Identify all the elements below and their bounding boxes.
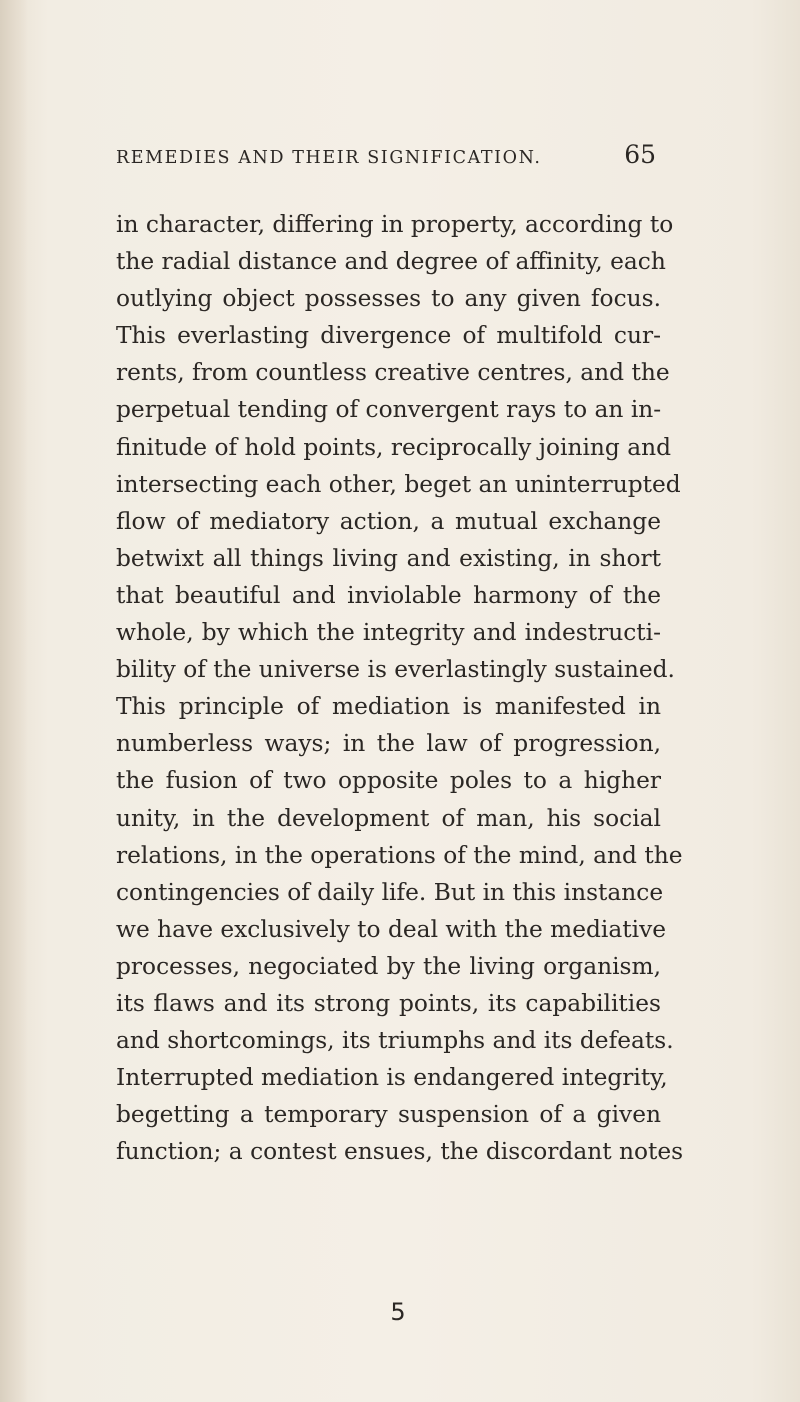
running-head — [116, 140, 656, 176]
text-line: This everlasting divergence of multifold cur- — [116, 322, 661, 350]
text-line: and shortcomings, its triumphs and its defeats. — [116, 1027, 674, 1055]
page-binding-shadow — [0, 0, 28, 1402]
text-line: the radial distance and degree of affinity, each — [116, 248, 666, 276]
text-line: intersecting each other, beget an uninterrupted — [116, 470, 681, 498]
text-line: its flaws and its strong points, its capabilities — [116, 989, 661, 1017]
body-text — [116, 206, 684, 1170]
text-line: outlying object possesses to any given focus. — [116, 285, 661, 313]
text-line: function; a contest ensues, the discordant notes — [116, 1138, 684, 1166]
text-line: begetting a temporary suspension of a given — [116, 1101, 661, 1129]
text-line: relations, in the operations of the mind, and the — [116, 841, 683, 869]
text-line: numberless ways; in the law of progression, — [116, 730, 661, 758]
text-line: processes, negociated by the living organism, — [116, 952, 661, 980]
text-line: bility of the universe is everlastingly sustained. — [116, 656, 675, 684]
text-line: the fusion of two opposite poles to a higher — [116, 767, 661, 795]
text-line: unity, in the development of man, his social — [116, 804, 661, 832]
text-line: betwixt all things living and existing, in short — [116, 544, 661, 572]
text-line: contingencies of daily life. But in this instance — [116, 878, 664, 906]
text-line: finitude of hold points, reciprocally joining and — [116, 433, 672, 461]
text-line: we have exclusively to deal with the mediative — [116, 915, 667, 943]
running-title: REMEDIES AND THEIR SIGNIFICATION. — [116, 148, 542, 168]
text-line: flow of mediatory action, a mutual exchange — [116, 507, 661, 535]
text-line: Interrupted mediation is endangered integrity, — [116, 1064, 668, 1092]
signature-mark: 5 — [390, 1298, 406, 1326]
text-line: whole, by which the integrity and indestructi- — [116, 619, 661, 647]
text-line: This principle of mediation is manifested in — [116, 693, 661, 721]
text-line: perpetual tending of convergent rays to an in- — [116, 396, 662, 424]
page-number: 65 — [624, 140, 656, 169]
text-line: in character, differing in property, according to — [116, 211, 674, 238]
text-line: that beautiful and inviolable harmony of the — [116, 581, 661, 609]
text-line: rents, from countless creative centres, and the — [116, 359, 670, 387]
